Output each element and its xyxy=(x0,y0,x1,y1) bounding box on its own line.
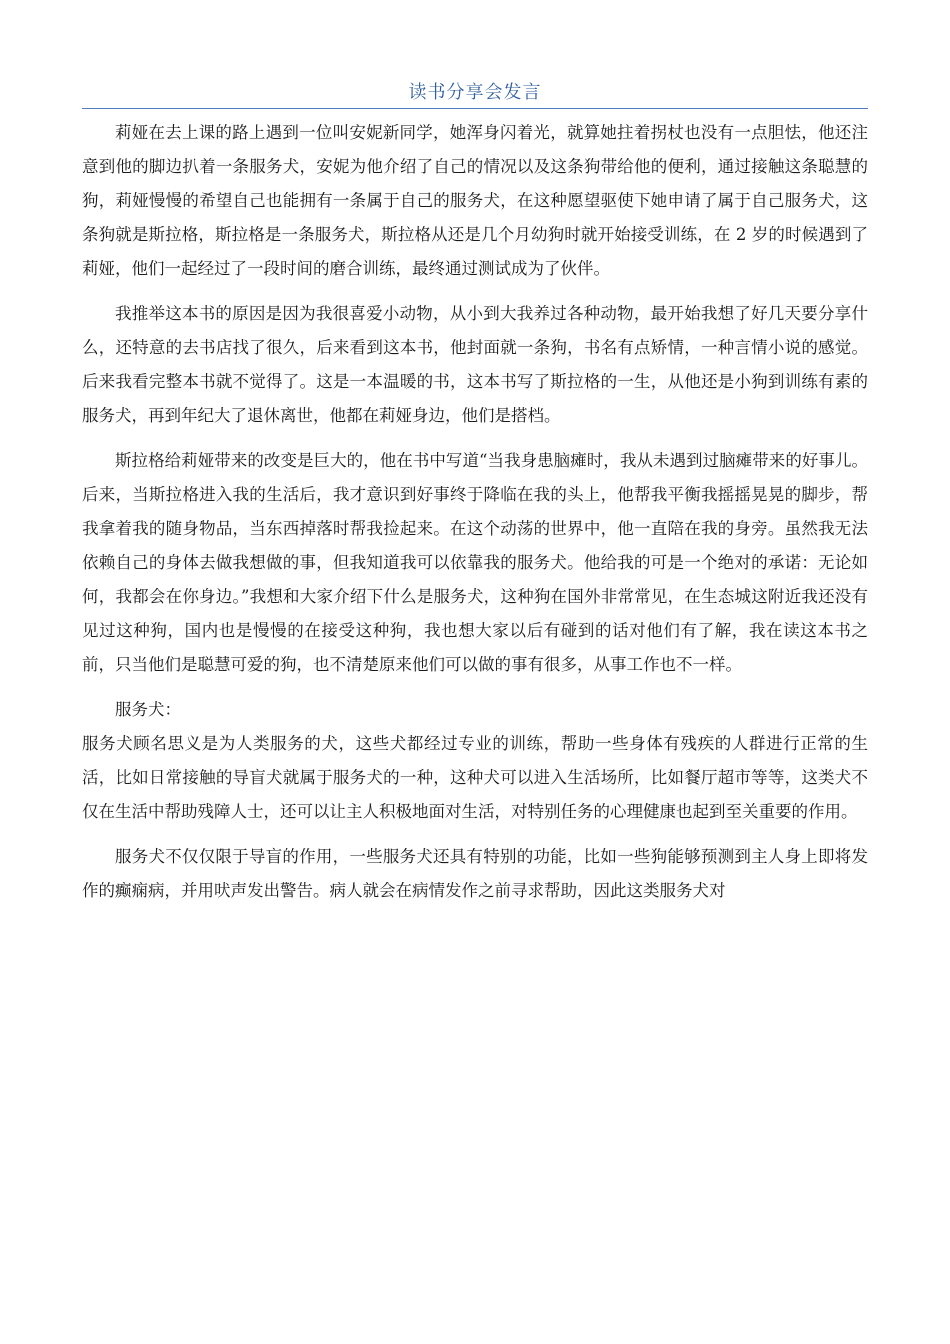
paragraph-recommendation-reason: 我推举这本书的原因是因为我很喜爱小动物，从小到大我养过各种动物，最开始我想了好几天要分享什么，还特意的去书店找了很久，后来看到这本书，他封面就一条狗，书名有点矫情，一种言情小说的感觉。后来我看完整本书就不觉得了。这是一本温暖的书，这本书写了斯拉格的一生，从他还是小狗到训练有素的服务犬，再到年纪大了退休离世，他都在莉娅身边，他们是搭档。 xyxy=(82,304,868,425)
page-title: 读书分享会发言 xyxy=(408,82,542,103)
section-heading-service-dog: 服务犬： xyxy=(115,700,181,719)
paragraph-quote-and-intro: 斯拉格给莉娅带来的改变是巨大的，他在书中写道“当我身患脑瘫时，我从未遇到过脑瘫带来的好事儿。后来，当斯拉格进入我的生活后，我才意识到好事终于降临在我的头上，他帮我平衡我摇摇晃晃的脚步，帮我拿着我的随身物品，当东西掉落时帮我捡起来。在这个动荡的世界中，他一直陪在我的身旁。虽然我无法依赖自己的身体去做我想做的事，但我知道我可以依靠我的服务犬。他给我的可是一个绝对的承诺：无论如何，我都会在你身边。”我想和大家介绍下什么是服务犬，这种狗在国外非常常见，在生态城这附近我还没有见过这种狗，国内也是慢慢的在接受这种狗，我也想大家以后有碰到的话对他们有了解，我在读这本书之前，只当他们是聪慧可爱的狗，也不清楚原来他们可以做的事有很多，从事工作也不一样。 xyxy=(82,451,868,674)
page-header xyxy=(82,82,868,109)
document-body xyxy=(82,116,868,908)
paragraph-service-dog-functions: 服务犬不仅仅限于导盲的作用，一些服务犬还具有特别的功能，比如一些狗能够预测到主人身上即将发作的癫痫病，并用吠声发出警告。病人就会在病情发作之前寻求帮助，因此这类服务犬对 xyxy=(82,847,868,900)
paragraph-story-summary: 莉娅在去上课的路上遇到一位叫安妮新同学，她浑身闪着光，就算她拄着拐杖也没有一点胆怯，他还注意到他的脚边扒着一条服务犬，安妮为他介绍了自己的情况以及这条狗带给他的便利，通过接触这条聪慧的狗，莉娅慢慢的希望自己也能拥有一条属于自己的服务犬，在这种愿望驱使下她申请了属于自己服务犬，这条狗就是斯拉格，斯拉格是一条服务犬，斯拉格从还是几个月幼狗时就开始接受训练，在 2 岁的时候遇到了莉娅，他们一起经过了一段时间的磨合训练，最终通过测试成为了伙伴。 xyxy=(82,123,868,278)
paragraph-service-dog-definition: 服务犬顾名思义是为人类服务的犬，这些犬都经过专业的训练，帮助一些身体有残疾的人群进行正常的生活，比如日常接触的导盲犬就属于服务犬的一种，这种犬可以进入生活场所，比如餐厅超市等等，这类犬不仅在生活中帮助残障人士，还可以让主人积极地面对生活，对特别任务的心理健康也起到至关重要的作用。 xyxy=(82,734,868,821)
